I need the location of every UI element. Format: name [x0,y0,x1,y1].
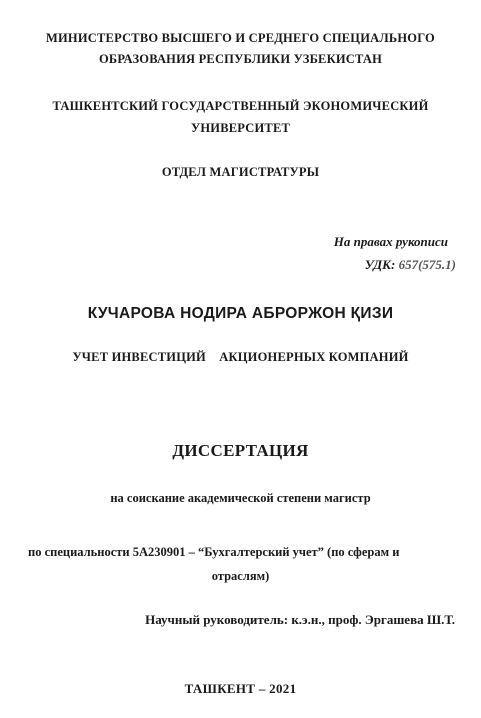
author-name: КУЧАРОВА НОДИРА АБРОРЖОН ҚИЗИ [87,305,394,322]
university-line-1: ТАШКЕНТСКИЙ ГОСУДАРСТВЕННЫЙ ЭКОНОМИЧЕСКИЙ [52,99,429,113]
ministry-line-2: ОБРАЗОВАНИЯ РЕСПУБЛИКИ УЗБЕКИСТАН [98,52,383,66]
department-title: ОТДЕЛ МАГИСТРАТУРЫ [161,165,320,179]
udk-suffix: (575.1) [418,257,456,272]
university-line-2: УНИВЕРСИТЕТ [190,121,291,135]
specialty-line-1: по специальности 5А230901 – “Бухгалтерский учет” (по сферам и [28,545,400,559]
city-year: ТАШКЕНТ – 2021 [184,681,297,696]
udk-code [365,258,456,271]
manuscript-rights: На правах рукописи [333,234,448,249]
ministry-line-1: МИНИСТЕРСТВО ВЫСШЕГО И СРЕДНЕГО СПЕЦИАЛЬНОГО [46,31,435,45]
udk-label: УДК: [364,257,399,272]
document-type: ДИССЕРТАЦИЯ [172,441,309,460]
specialty-line-2: отраслям) [211,569,270,583]
udk-value: 657 [398,257,419,272]
degree-line: на соискание академической степени магистр [110,491,371,505]
dissertation-topic: УЧЕТ ИНВЕСТИЦИЙ АКЦИОНЕРНЫХ КОМПАНИЙ [72,350,409,364]
supervisor-line: Научный руководитель: к.э.н., проф. Эргашева Ш.Т. [145,612,455,627]
